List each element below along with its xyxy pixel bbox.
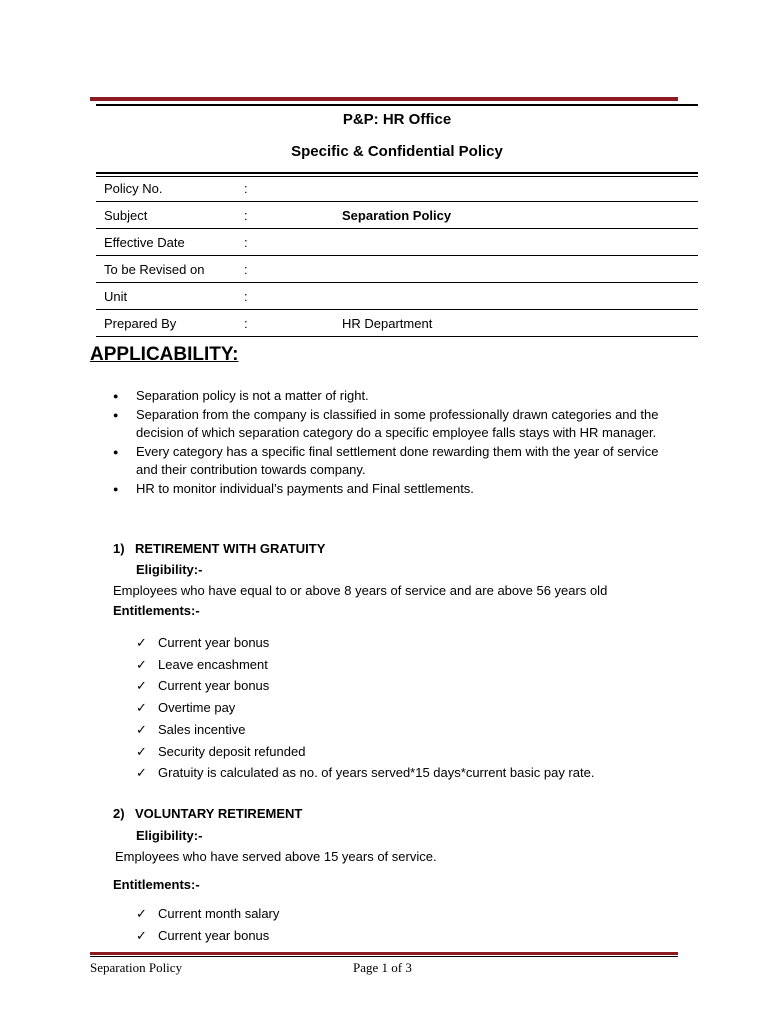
meta-value	[334, 256, 698, 283]
list-item: ✓ Current month salary	[136, 903, 279, 925]
meta-label: Unit	[96, 283, 236, 310]
meta-label: Prepared By	[96, 310, 236, 337]
entitlements-label: Entitlements:-	[113, 603, 200, 618]
list-item: ✓ Current year bonus	[136, 925, 279, 947]
list-item: ✓ Current year bonus	[136, 675, 594, 697]
meta-value: HR Department	[334, 310, 698, 337]
section-heading	[113, 541, 325, 556]
section-number: 1)	[113, 541, 125, 556]
entitlements-label: Entitlements:-	[113, 877, 200, 892]
eligibility-text: Employees who have equal to or above 8 years of service and are above 56 years old	[113, 583, 608, 598]
entitlements-list	[136, 903, 279, 946]
meta-row-subject	[96, 202, 698, 229]
eligibility-text: Employees who have served above 15 years of service.	[115, 849, 437, 864]
document-title: P&P: HR Office	[342, 111, 452, 128]
eligibility-label: Eligibility:-	[136, 562, 203, 577]
meta-row-policy-no	[96, 175, 698, 202]
applicability-heading: APPLICABILITY:	[90, 344, 239, 365]
list-item: ✓ Overtime pay	[136, 697, 594, 719]
list-item: ● Separation policy is not a matter of right.	[113, 387, 683, 406]
meta-separator: :	[236, 202, 334, 229]
meta-separator: :	[236, 229, 334, 256]
document-subtitle: Specific & Confidential Policy	[291, 143, 503, 160]
list-item: ✓ Security deposit refunded	[136, 741, 594, 763]
meta-separator: :	[236, 283, 334, 310]
header-rule-red	[90, 97, 678, 101]
header-rule-black	[96, 104, 698, 106]
footer-rule-red	[90, 952, 678, 955]
section-title: RETIREMENT WITH GRATUITY	[135, 541, 326, 556]
meta-row-unit	[96, 283, 698, 310]
policy-meta-table	[96, 175, 698, 337]
meta-separator: :	[236, 175, 334, 202]
meta-value	[334, 283, 698, 310]
meta-value	[334, 175, 698, 202]
footer-rule-black	[90, 956, 678, 957]
list-item: ● HR to monitor individual’s payments and Final settlements.	[113, 480, 683, 499]
list-item: ✓ Current year bonus	[136, 632, 594, 654]
entitlements-list	[136, 632, 594, 784]
list-item: ● Every category has a specific final settlement done rewarding them with the year of service and their contribution towards company.	[113, 443, 683, 480]
footer-page-number: Page 1 of 3	[353, 960, 412, 975]
list-item: ✓ Leave encashment	[136, 654, 594, 676]
eligibility-label: Eligibility:-	[136, 828, 203, 843]
meta-separator: :	[236, 310, 334, 337]
section-heading	[113, 806, 302, 821]
meta-label: Subject	[96, 202, 236, 229]
meta-row-effective-date	[96, 229, 698, 256]
meta-label: Policy No.	[96, 175, 236, 202]
list-item: ✓ Gratuity is calculated as no. of years served*15 days*current basic pay rate.	[136, 762, 594, 784]
meta-value	[334, 229, 698, 256]
meta-value: Separation Policy	[334, 202, 698, 229]
applicability-list	[113, 387, 683, 499]
meta-separator: :	[236, 256, 334, 283]
section-number: 2)	[113, 806, 125, 821]
section-title: VOLUNTARY RETIREMENT	[135, 806, 303, 821]
meta-row-revised-on	[96, 256, 698, 283]
meta-label: Effective Date	[96, 229, 236, 256]
table-top-rule-1	[96, 172, 698, 174]
list-item: ✓ Sales incentive	[136, 719, 594, 741]
meta-label: To be Revised on	[96, 256, 236, 283]
meta-row-prepared-by	[96, 310, 698, 337]
list-item: ● Separation from the company is classified in some professionally drawn categories and the decision of which separation category do a specific employee falls stays with HR manager.	[113, 406, 683, 443]
footer-document-name: Separation Policy	[90, 960, 183, 975]
